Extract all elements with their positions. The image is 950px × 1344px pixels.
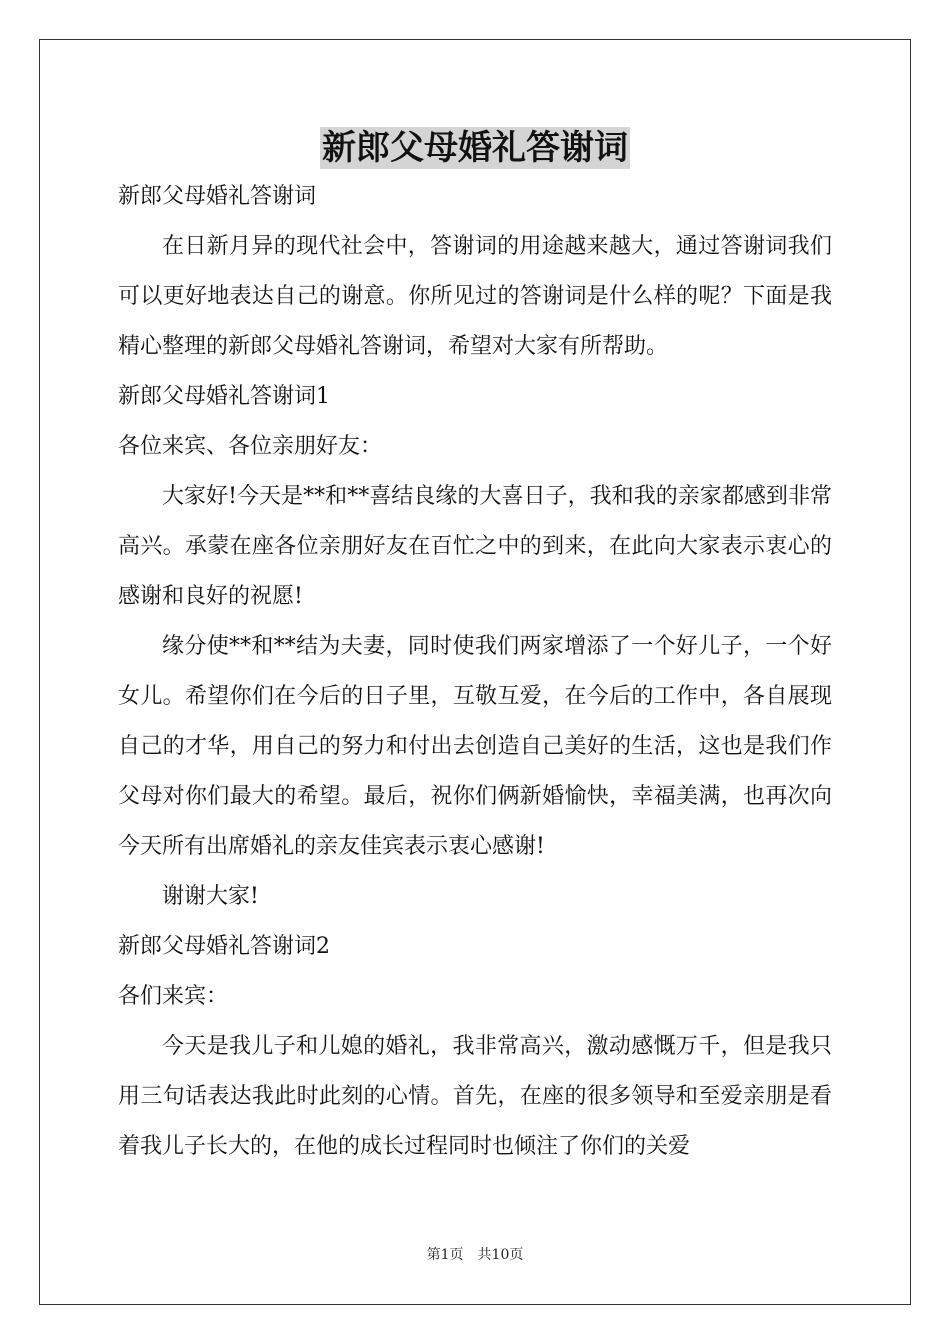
section-2-paragraph-1: 今天是我儿子和儿媳的婚礼，我非常高兴，激动感慨万千，但是我只用三句话表达我此时此刻的心情。首先，在座的很多领导和至爱亲朋是看着我儿子长大的，在他的成长过程同时也倾注了你们的关爱 xyxy=(118,1034,832,1159)
page-footer: 第1页 共10页 xyxy=(426,1247,524,1263)
section-1-paragraph-2: 缘分使**和**结为夫妻，同时使我们两家增添了一个好儿子，一个好女儿。希望你们在今后的日子里，互敬互爱，在今后的工作中，各自展现自己的才华，用自己的努力和付出去创造自己美好的生活，这也是我们作父母对你们最大的希望。最后，祝你们俩新婚愉快，幸福美满，也再次向今天所有出席婚礼的亲友佳宾表示衷心感谢! xyxy=(118,634,832,859)
document-body xyxy=(118,124,832,1172)
document-subtitle: 新郎父母婚礼答谢词 xyxy=(118,184,317,209)
section-2-salutation: 各们来宾： xyxy=(118,984,229,1009)
section-1-heading: 新郎父母婚礼答谢词1 xyxy=(118,384,330,409)
section-2-heading: 新郎父母婚礼答谢词2 xyxy=(118,934,330,959)
section-1-paragraph-1: 大家好!今天是**和**喜结良缘的大喜日子，我和我的亲家都感到非常高兴。承蒙在座各位亲朋好友在百忙之中的到来，在此向大家表示衷心的感谢和良好的祝愿! xyxy=(118,484,832,609)
intro-paragraph: 在日新月异的现代社会中，答谢词的用途越来越大，通过答谢词我们可以更好地表达自己的谢意。你所见过的答谢词是什么样的呢？下面是我精心整理的新郎父母婚礼答谢词，希望对大家有所帮助。 xyxy=(118,234,832,359)
section-1-closing: 谢谢大家! xyxy=(162,884,259,909)
section-1-salutation: 各位来宾、各位亲朋好友： xyxy=(118,434,383,459)
document-title-text: 新郎父母婚礼答谢词 xyxy=(322,128,628,168)
document-title xyxy=(118,124,832,172)
